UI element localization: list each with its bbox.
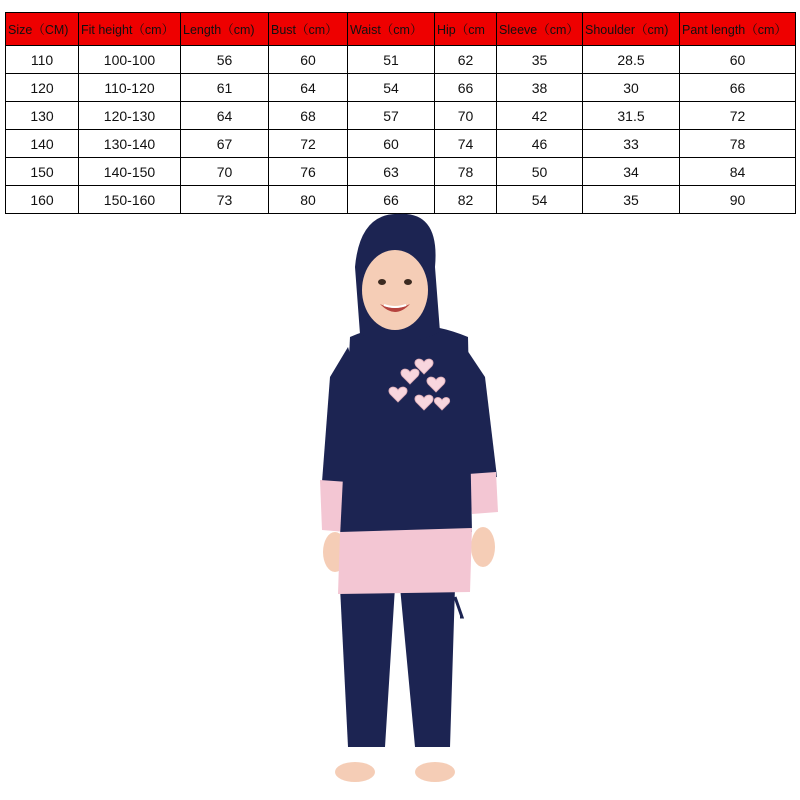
- table-row: [6, 102, 796, 130]
- size-chart-header-row: [6, 13, 796, 46]
- cell-waist: 57: [348, 102, 435, 130]
- cell-length: 70: [181, 158, 269, 186]
- cell-shoulder: 35: [583, 186, 680, 214]
- cell-fit-height: 130-140: [79, 130, 181, 158]
- table-row: [6, 130, 796, 158]
- product-photo-child-swimsuit: [300, 212, 530, 797]
- cell-bust: 64: [269, 74, 348, 102]
- cell-sleeve: 38: [497, 74, 583, 102]
- header-shoulder: Shoulder（cm): [583, 13, 680, 46]
- cell-waist: 60: [348, 130, 435, 158]
- feet: [335, 762, 455, 782]
- cell-sleeve: 50: [497, 158, 583, 186]
- cell-waist: 66: [348, 186, 435, 214]
- cell-hip: 78: [435, 158, 497, 186]
- cell-shoulder: 33: [583, 130, 680, 158]
- cell-shoulder: 30: [583, 74, 680, 102]
- cell-hip: 74: [435, 130, 497, 158]
- table-row: [6, 46, 796, 74]
- cell-pant-length: 72: [680, 102, 796, 130]
- cell-shoulder: 31.5: [583, 102, 680, 130]
- cell-fit-height: 110-120: [79, 74, 181, 102]
- tunic-top: [338, 325, 472, 595]
- cell-pant-length: 90: [680, 186, 796, 214]
- cell-size: 120: [6, 74, 79, 102]
- cell-waist: 51: [348, 46, 435, 74]
- cell-length: 73: [181, 186, 269, 214]
- header-sleeve: Sleeve（cm）: [497, 13, 583, 46]
- cell-waist: 54: [348, 74, 435, 102]
- cell-length: 56: [181, 46, 269, 74]
- cell-waist: 63: [348, 158, 435, 186]
- cell-hip: 82: [435, 186, 497, 214]
- cell-shoulder: 28.5: [583, 46, 680, 74]
- header-pant-length: Pant length（cm）: [680, 13, 796, 46]
- header-bust: Bust（cm）: [269, 13, 348, 46]
- cell-length: 61: [181, 74, 269, 102]
- cell-shoulder: 34: [583, 158, 680, 186]
- cell-size: 140: [6, 130, 79, 158]
- cell-size: 160: [6, 186, 79, 214]
- cell-pant-length: 84: [680, 158, 796, 186]
- cell-sleeve: 54: [497, 186, 583, 214]
- header-waist: Waist（cm）: [348, 13, 435, 46]
- cell-length: 67: [181, 130, 269, 158]
- cell-fit-height: 100-100: [79, 46, 181, 74]
- cell-bust: 60: [269, 46, 348, 74]
- header-fit-height: Fit height（cm）: [79, 13, 181, 46]
- child-face: [362, 250, 428, 330]
- header-hip: Hip（cm: [435, 13, 497, 46]
- cell-fit-height: 150-160: [79, 186, 181, 214]
- cell-sleeve: 35: [497, 46, 583, 74]
- cell-pant-length: 60: [680, 46, 796, 74]
- cell-hip: 62: [435, 46, 497, 74]
- header-length: Length（cm): [181, 13, 269, 46]
- cell-length: 64: [181, 102, 269, 130]
- cell-sleeve: 42: [497, 102, 583, 130]
- cell-size: 150: [6, 158, 79, 186]
- cell-size: 110: [6, 46, 79, 74]
- table-row: [6, 186, 796, 214]
- cell-pant-length: 78: [680, 130, 796, 158]
- cell-hip: 70: [435, 102, 497, 130]
- size-chart-table: [5, 12, 796, 214]
- cell-hip: 66: [435, 74, 497, 102]
- header-size: Size（CM): [6, 13, 79, 46]
- cell-fit-height: 120-130: [79, 102, 181, 130]
- cell-pant-length: 66: [680, 74, 796, 102]
- table-row: [6, 74, 796, 102]
- swim-pants: [340, 587, 462, 747]
- cell-bust: 80: [269, 186, 348, 214]
- cell-fit-height: 140-150: [79, 158, 181, 186]
- table-row: [6, 158, 796, 186]
- cell-size: 130: [6, 102, 79, 130]
- cell-sleeve: 46: [497, 130, 583, 158]
- cell-bust: 68: [269, 102, 348, 130]
- cell-bust: 76: [269, 158, 348, 186]
- cell-bust: 72: [269, 130, 348, 158]
